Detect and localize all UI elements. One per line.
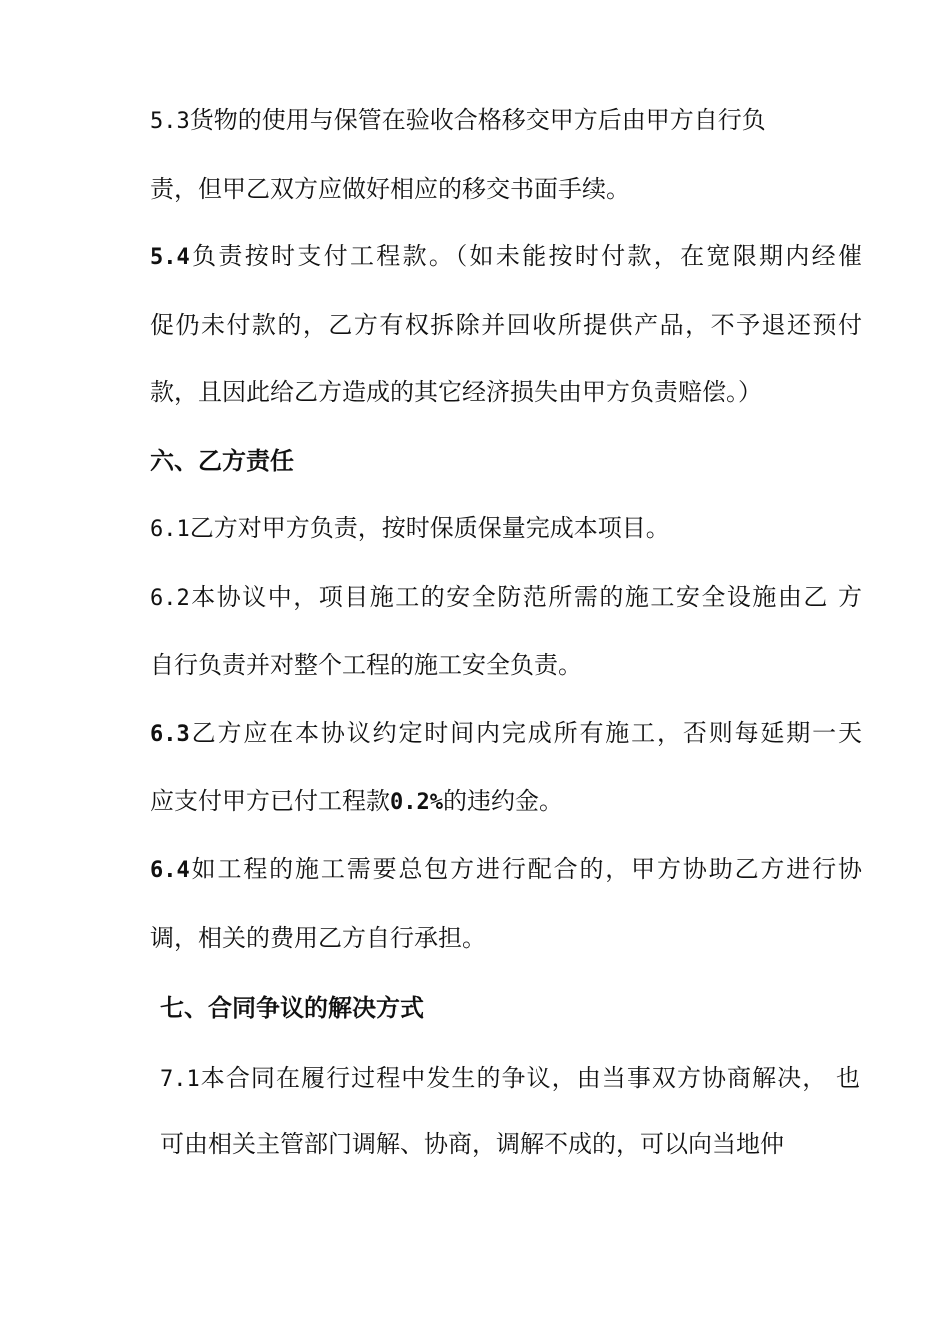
clause-number: 6.4 [150,858,190,883]
clause-text: 货物的使用与保管在验收合格移交甲方后由甲方自行负 [189,106,766,134]
clause-text: 自行负责并对整个工程的施工安全负责。 [150,651,582,679]
clause-text: 促仍未付款的，乙方有权拆除并回收所提供产品，不予退还预付 [150,311,862,339]
clause-5-4-line-1 [150,240,862,274]
clause-text-tail: 的违约金。 [442,787,563,815]
clause-6-2-line-1 [150,581,862,615]
clause-6-3-line-2 [150,785,870,819]
clause-text: 责，但甲乙双方应做好相应的移交书面手续。 [150,175,630,203]
clause-5-3-line-1 [150,104,870,138]
section-heading-7 [160,992,880,1024]
clause-number: 5.4 [150,245,190,270]
clause-5-4-line-3 [150,376,870,408]
clause-5-3-line-2 [150,173,870,205]
section-title: 六、乙方责任 [150,446,294,475]
section-title: 七、合同争议的解决方式 [160,993,424,1022]
clause-text: 调，相关的费用乙方自行承担。 [150,924,486,952]
penalty-rate: 0.2% [390,790,443,815]
clause-number: 6.3 [150,722,190,747]
clause-6-3-line-1 [150,717,862,751]
clause-6-1-line-1 [150,512,870,546]
clause-7-1-line-1 [160,1062,860,1096]
clause-6-2-line-2 [150,649,870,681]
clause-6-4-line-1 [150,853,862,887]
clause-text: 本协议中，项目施工的安全防范所需的施工安全设施由乙 方 [189,583,862,611]
clause-6-4-line-2 [150,922,870,954]
clause-number: 6.1 [150,517,190,542]
clause-number: 6.2 [150,586,190,611]
section-heading-6 [150,445,870,477]
clause-number: 5.3 [150,109,190,134]
clause-text: 款，且因此给乙方造成的其它经济损失由甲方负责赔偿。） [150,378,762,406]
clause-text: 如工程的施工需要总包方进行配合的，甲方协助乙方进行协 [189,855,862,883]
clause-7-1-line-2 [160,1128,880,1160]
clause-number: 7.1 [160,1067,200,1092]
clause-5-4-line-2 [150,309,862,341]
clause-text: 本合同在履行过程中发生的争议，由当事双方协商解决， 也 [199,1064,860,1092]
clause-text: 可由相关主管部门调解、协商，调解不成的，可以向当地仲 [160,1130,784,1158]
clause-text: 应支付甲方已付工程款 [150,787,390,815]
clause-text: 负责按时支付工程款。（如未能按时付款，在宽限期内经催 [189,242,862,270]
clause-text: 乙方对甲方负责，按时保质保量完成本项目。 [189,514,670,542]
clause-text: 乙方应在本协议约定时间内完成所有施工，否则每延期一天 [189,719,862,747]
